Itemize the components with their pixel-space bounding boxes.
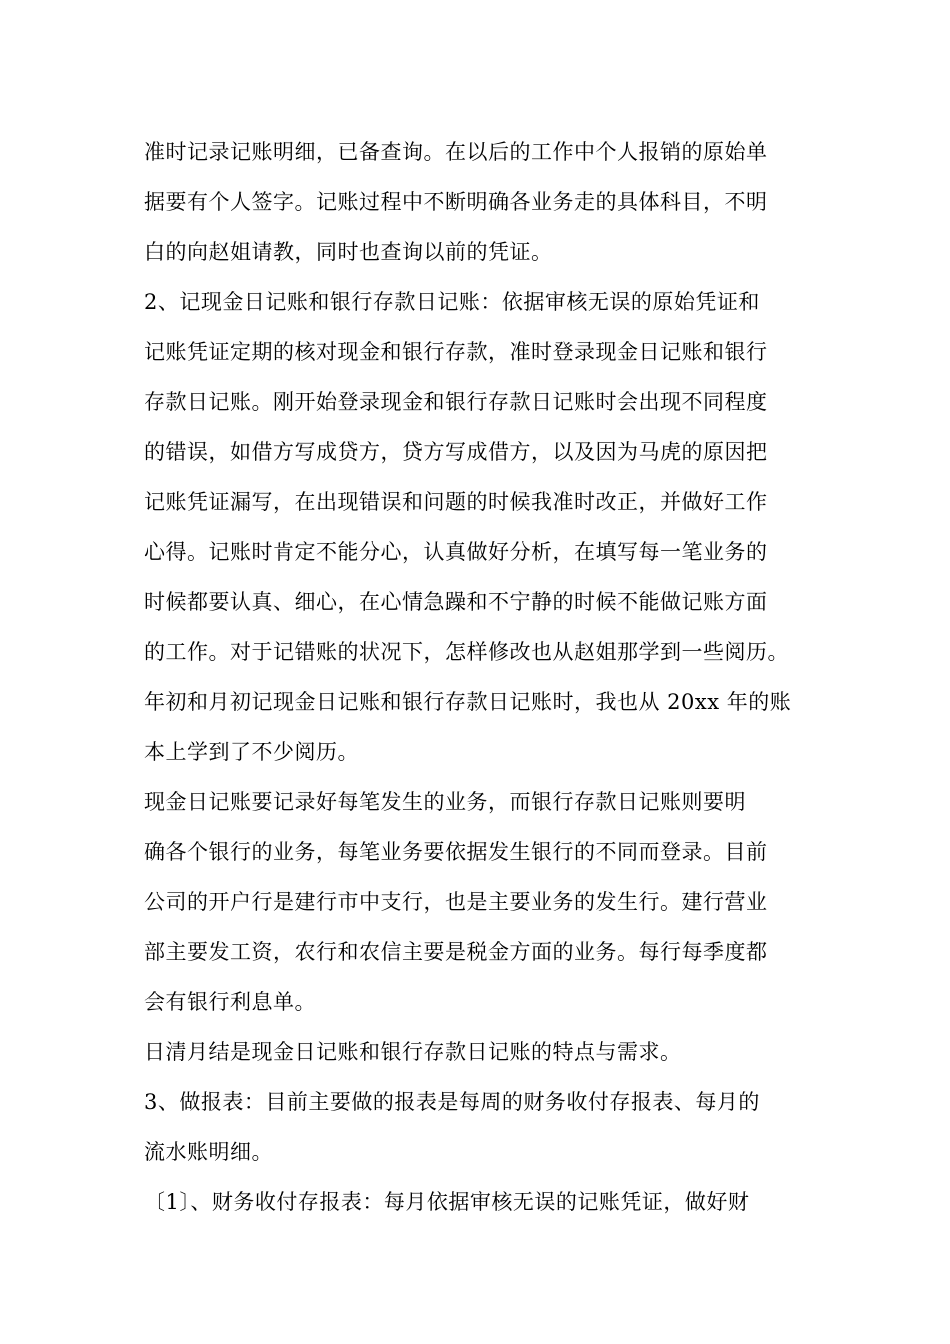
text-line: 据要有个人签字。记账过程中不断明确各业务走的具体科目，不明: [144, 190, 768, 214]
text-line: 公司的开户行是建行市中支行，也是主要业务的发生行。建行营业: [144, 890, 768, 914]
text-line: 会有银行利息单。: [144, 990, 316, 1014]
text-line: 日清月结是现金日记账和银行存款日记账的特点与需求。: [144, 1040, 682, 1064]
text-line: 2、记现金日记账和银行存款日记账：依据审核无误的原始凭证和: [144, 290, 760, 314]
text-line: 的错误，如借方写成贷方，贷方写成借方，以及因为马虎的原因把: [144, 440, 768, 464]
text-line: 确各个银行的业务，每笔业务要依据发生银行的不同而登录。目前: [144, 840, 768, 864]
text-line: 记账凭证漏写，在出现错误和问题的时候我准时改正，并做好工作: [144, 490, 768, 514]
text-line: 时候都要认真、细心，在心情急躁和不宁静的时候不能做记账方面: [144, 590, 768, 614]
text-line: 存款日记账。刚开始登录现金和银行存款日记账时会出现不同程度: [144, 390, 768, 414]
text-line: 白的向赵姐请教，同时也查询以前的凭证。: [144, 240, 553, 264]
text-line: 流水账明细。: [144, 1140, 273, 1164]
text-line: 部主要发工资，农行和农信主要是税金方面的业务。每行每季度都: [144, 940, 768, 964]
text-line: 现金日记账要记录好每笔发生的业务，而银行存款日记账则要明: [144, 790, 746, 814]
text-line: 本上学到了不少阅历。: [144, 740, 359, 764]
text-line: 3、做报表：目前主要做的报表是每周的财务收付存报表、每月的: [144, 1090, 760, 1114]
text-line: 记账凭证定期的核对现金和银行存款，准时登录现金日记账和银行: [144, 340, 768, 364]
text-line: 年初和月初记现金日记账和银行存款日记账时，我也从 20xx 年的账: [144, 690, 792, 714]
text-line: 的工作。对于记错账的状况下，怎样修改也从赵姐那学到一些阅历。: [144, 640, 789, 664]
text-line: 准时记录记账明细，已备查询。在以后的工作中个人报销的原始单: [144, 140, 768, 164]
text-line: 心得。记账时肯定不能分心，认真做好分析，在填写每一笔业务的: [144, 540, 768, 564]
text-line: 〔1〕、财务收付存报表：每月依据审核无误的记账凭证，做好财: [144, 1190, 750, 1214]
